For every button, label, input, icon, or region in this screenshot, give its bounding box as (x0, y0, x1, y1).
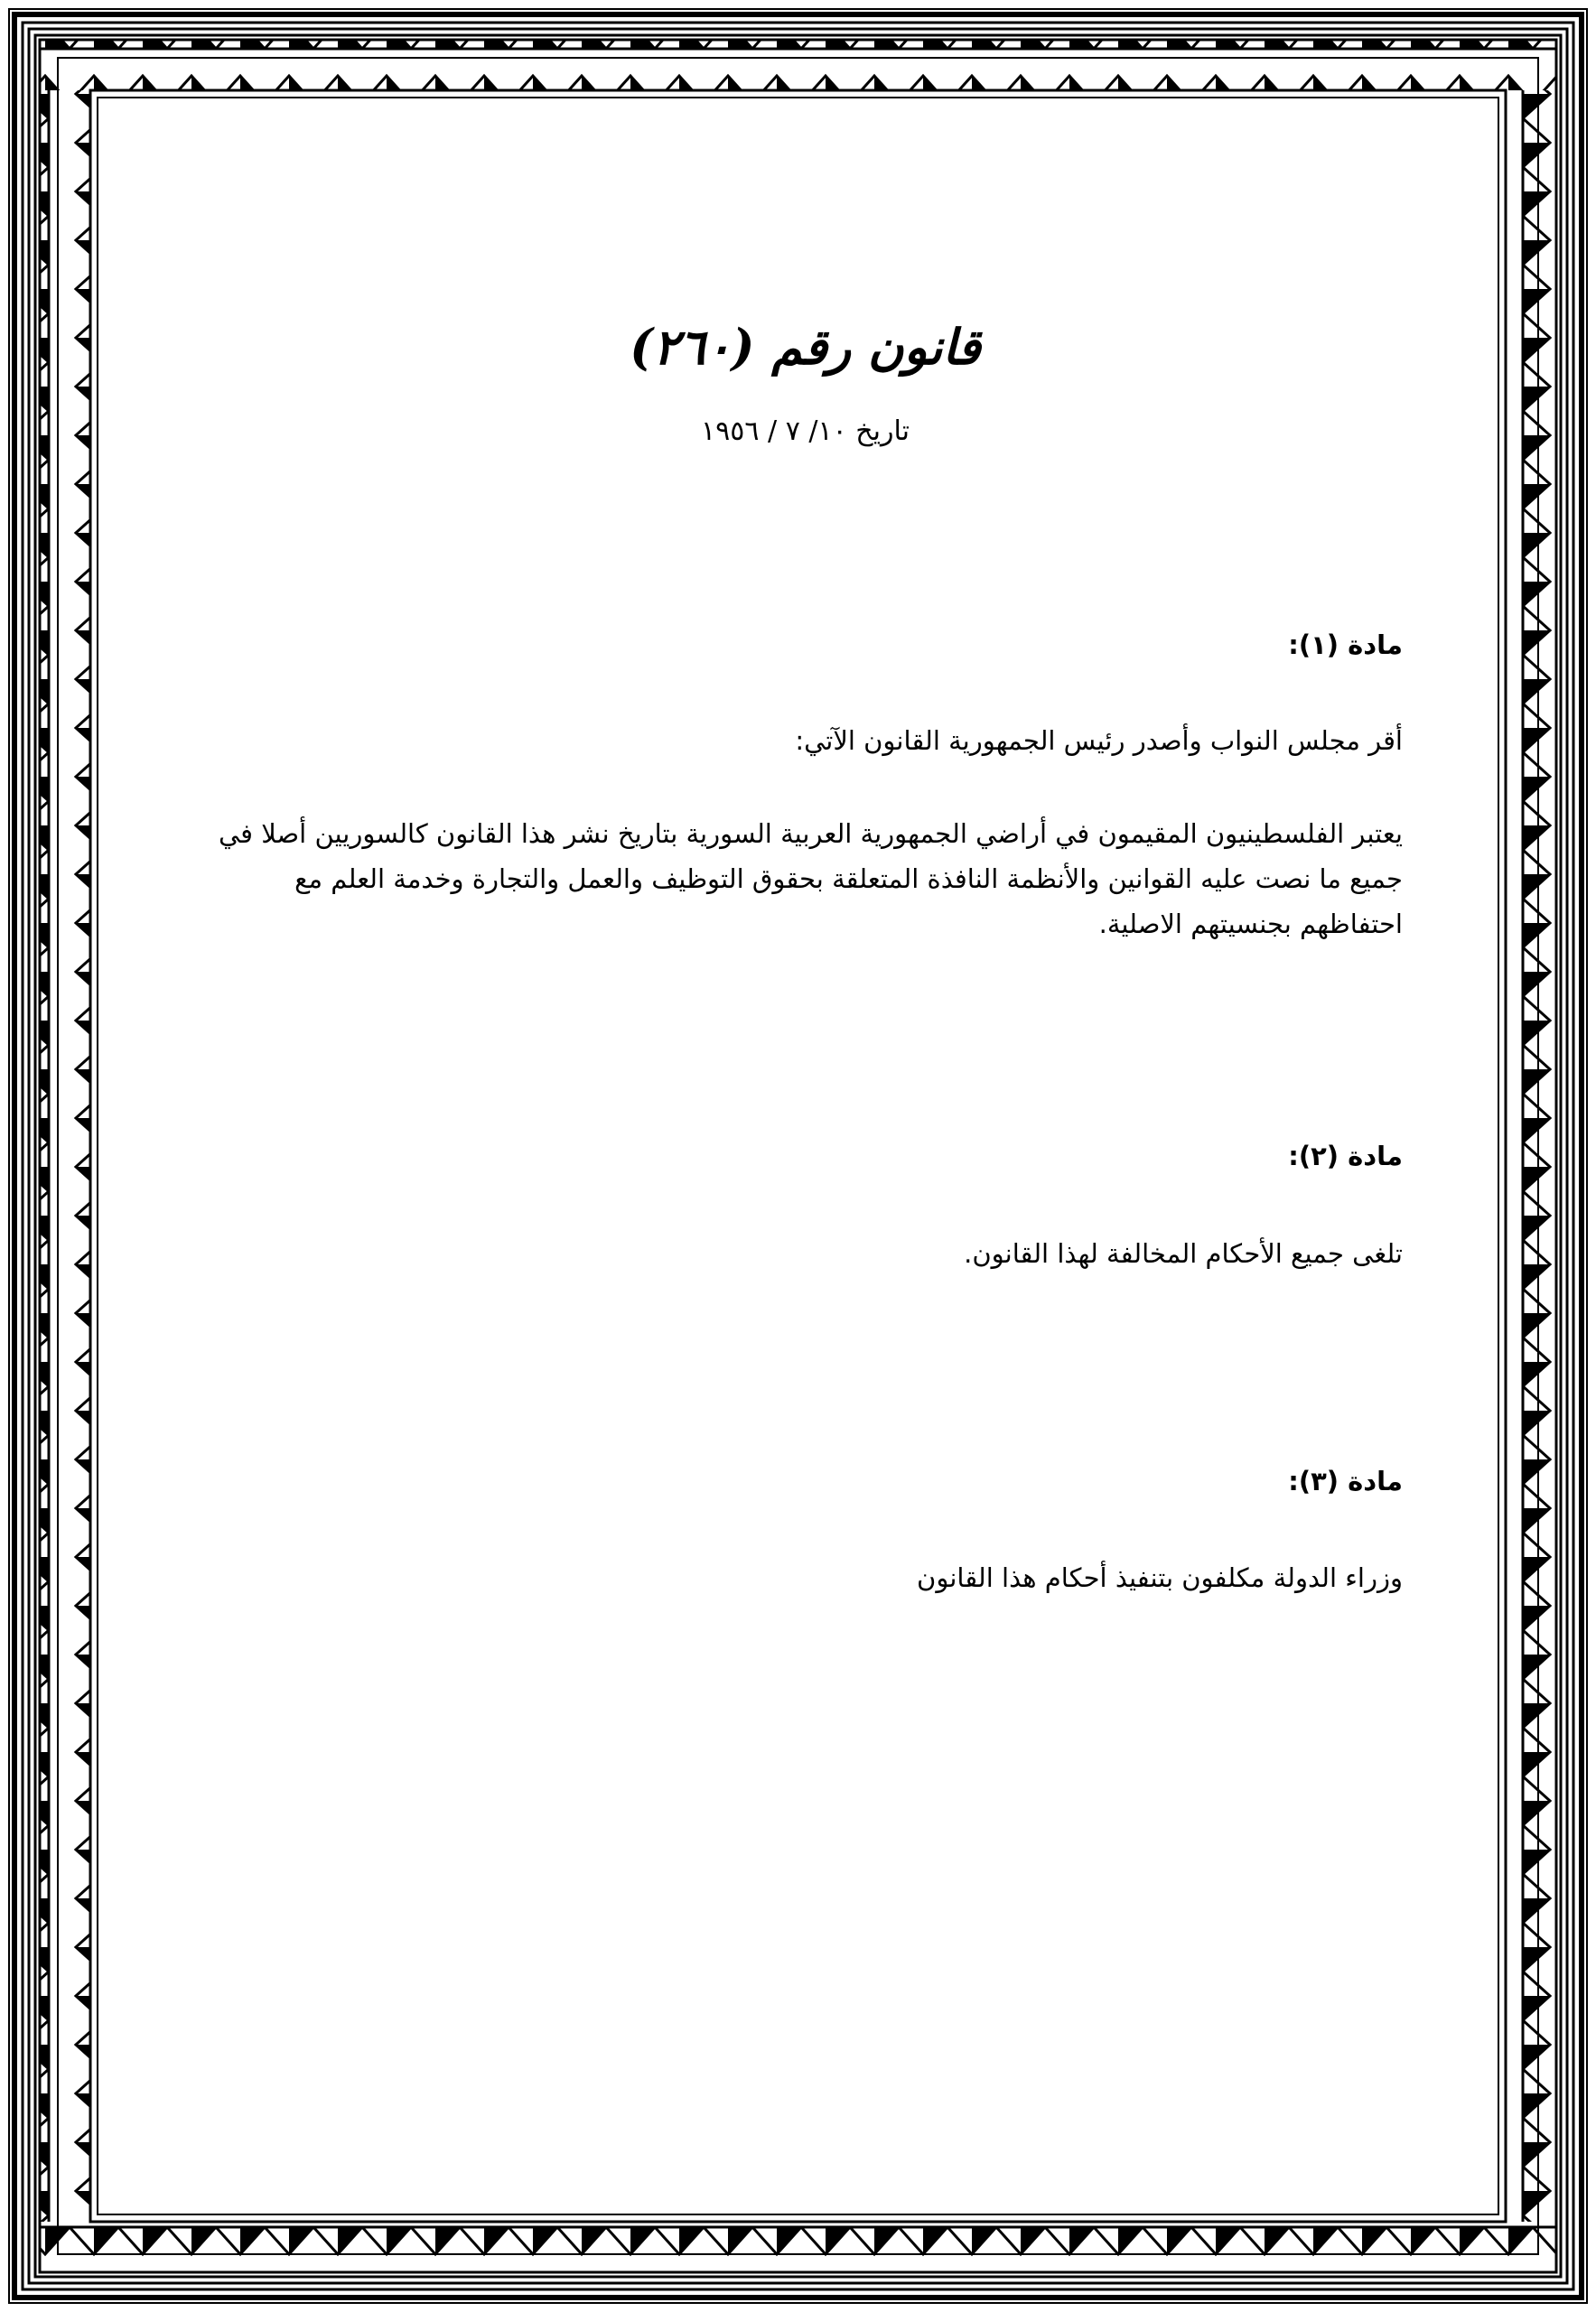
article-1-body: يعتبر الفلسطينيون المقيمون في أراضي الجمهورية العربية السورية بتاريخ نشر هذا القانون كالسوريين أصلا في جميع ما نصت عليه القوانين والأنظمة النافذة المتعلقة بحقوق التوظيف والعمل والتجارة وخدمة العلم مع احتفاظهم بجنسيتهم الاصلية. (219, 818, 1403, 939)
article-1-intro: أقر مجلس النواب وأصدر رئيس الجمهورية القانون الآتي: (795, 725, 1403, 756)
article-3-body: وزراء الدولة مكلفون بتنفيذ أحكام هذا القانون (917, 1562, 1403, 1593)
document-title: قانون رقم (٢٦٠) (630, 318, 981, 376)
document-date: تاريخ ١٠/ ٧ / ١٩٥٦ (701, 415, 910, 447)
article-1-heading: مادة (١): (1288, 629, 1403, 660)
article-2-body: تلغى جميع الأحكام المخالفة لهذا القانون. (964, 1238, 1403, 1269)
article-3-heading: مادة (٣): (1288, 1466, 1403, 1496)
document-body (208, 0, 1403, 2312)
article-2-heading: مادة (٢): (1288, 1141, 1403, 1171)
